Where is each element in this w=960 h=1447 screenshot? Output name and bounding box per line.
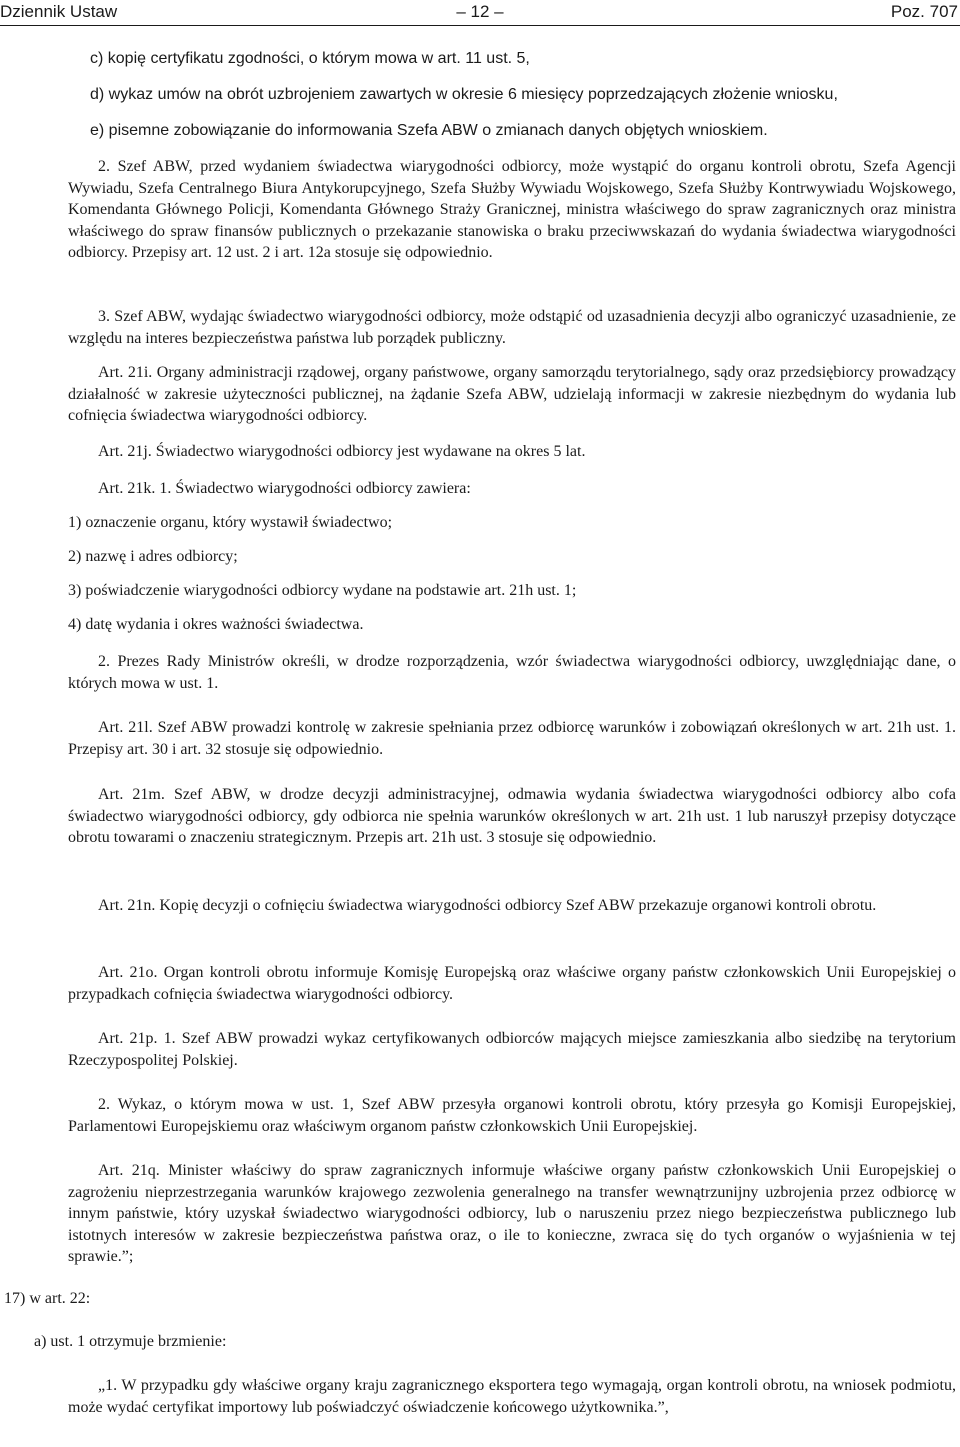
journal-title: Dziennik Ustaw — [0, 2, 118, 21]
article-21n: Art. 21n. Kopię decyzji o cofnięciu świadectwa wiarygodności odbiorcy Szef ABW przekazuje organowi kontroli obrotu. — [98, 897, 877, 914]
article-21k-point-2: 2) nazwę i adres odbiorcy; — [68, 548, 238, 565]
item-17: 17) w art. 22: — [4, 1290, 91, 1307]
article-21k-point-1: 1) oznaczenie organu, który wystawił świadectwo; — [68, 514, 393, 531]
article-21m: Art. 21m. Szef ABW, w drodze decyzji administracyjnej, odmawia wydania świadectwa wiarygodności odbiorcy albo cofa świadectwo wiarygodności odbiorcy, gdy odbiorca nie spełnia warunków określonych w art. 21h ust. 1 lub naruszył przepisy dotyczące obrotu towarami o znaczeniu strategicznym. Przepis art. 21h ust. 3 stosuje się odpowiednio. — [68, 786, 956, 847]
quoted-article-22-ust-1: „1. W przypadku gdy właściwe organy kraju zagranicznego eksportera tego wymagają, organ kontroli obrotu, na wniosek podmiotu, może wydać certyfikat importowy lub poświadczyć oświadczenie końcowego użytkownika.”, — [68, 1377, 956, 1416]
item-c: c) kopię certyfikatu zgodności, o którym mowa w art. 11 ust. 5, — [90, 50, 530, 67]
article-21p-ust-2: 2. Wykaz, o którym mowa w ust. 1, Szef ABW przesyła organowi kontroli obrotu, który przesyła go Komisji Europejskiej, Parlamentowi Europejskiemu oraz właściwym organom państw członkowskich Unii Europejskiej. — [68, 1096, 956, 1135]
article-21i: Art. 21i. Organy administracji rządowej, organy państwowe, organy samorządu terytorialnego, sądy oraz przedsiębiorcy prowadzący działalność w zakresie użyteczności publicznej, na żądanie Szefa ABW, udzielają informacji w zakresie niezbędnym do wydania lub cofnięcia świadectwa wiarygodności odbiorcy. — [68, 364, 956, 425]
item-d: d) wykaz umów na obrót uzbrojeniem zawartych w okresie 6 miesięcy poprzedzających złożenie wniosku, — [90, 86, 838, 103]
position-number: Poz. 707 — [890, 2, 958, 21]
article-21q: Art. 21q. Minister właściwy do spraw zagranicznych informuje właściwe organy państw członkowskich Unii Europejskiej o zagrożeniu nieprzestrzegania warunków krajowego zezwolenia generalnego na transfer wewnątrzunijny uzbrojenia przez odbiorcę w innym państwie, który uzyskał świadectwo wiarygodności odbiorcy, lub o naruszeniu przez niego bezpieczeństwa publicznego lub istotnych interesów w zakresie bezpieczeństwa państwa oraz, o ile to konieczne, zwraca się do tych organów o wyjaśnienia w tej sprawie.”; — [68, 1162, 956, 1266]
paragraph-3: 3. Szef ABW, wydając świadectwo wiarygodności odbiorcy, może odstąpić od uzasadnienia decyzji albo ograniczyć uzasadnienie, ze względu na interes bezpieczeństwa państwa lub porządek publiczny. — [68, 308, 956, 347]
article-21p: Art. 21p. 1. Szef ABW prowadzi wykaz certyfikowanych odbiorców mających miejsce zamieszkania albo siedzibę na terytorium Rzeczypospolitej Polskiej. — [68, 1030, 956, 1069]
header-rule — [0, 25, 960, 26]
article-21k-point-3: 3) poświadczenie wiarygodności odbiorcy wydane na podstawie art. 21h ust. 1; — [68, 582, 577, 599]
article-21k: Art. 21k. 1. Świadectwo wiarygodności odbiorcy zawiera: — [98, 480, 471, 497]
article-21k-ust-2: 2. Prezes Rady Ministrów określi, w drodze rozporządzenia, wzór świadectwa wiarygodności odbiorcy, uwzględniając dane, o których mowa w ust. 1. — [68, 653, 956, 692]
page-header — [0, 0, 960, 26]
paragraph-2: 2. Szef ABW, przed wydaniem świadectwa wiarygodności odbiorcy, może wystąpić do organu kontroli obrotu, Szefa Agencji Wywiadu, Szefa Centralnego Biura Antykorupcyjnego, Szefa Służby Wywiadu Wojskowego, Szefa Służby Kontrwywiadu Wojskowego, Komendanta Głównego Policji, Komendanta Głównego Straży Granicznej, ministra właściwego do spraw zagranicznych oraz ministra właściwego do spraw finansów publicznych o przekazanie stanowiska o braku przeciwwskazań do wydania świadectwa wiarygodności odbiorcy. Przepisy art. 12 ust. 2 i art. 12a stosuje się odpowiednio. — [68, 158, 956, 262]
article-21l: Art. 21l. Szef ABW prowadzi kontrolę w zakresie spełniania przez odbiorcę warunków i zobowiązań określonych w art. 21h ust. 1. Przepisy art. 30 i art. 32 stosuje się odpowiednio. — [68, 719, 956, 758]
article-21k-point-4: 4) datę wydania i okres ważności świadectwa. — [68, 616, 364, 633]
article-21o: Art. 21o. Organ kontroli obrotu informuje Komisję Europejską oraz właściwe organy państw członkowskich Unii Europejskiej o przypadkach cofnięcia świadectwa wiarygodności odbiorcy. — [68, 964, 956, 1003]
article-21j: Art. 21j. Świadectwo wiarygodności odbiorcy jest wydawane na okres 5 lat. — [98, 443, 586, 460]
page-number: – 12 – — [456, 2, 504, 21]
item-a: a) ust. 1 otrzymuje brzmienie: — [34, 1333, 227, 1350]
item-e: e) pisemne zobowiązanie do informowania Szefa ABW o zmianach danych objętych wnioskiem. — [90, 122, 768, 139]
